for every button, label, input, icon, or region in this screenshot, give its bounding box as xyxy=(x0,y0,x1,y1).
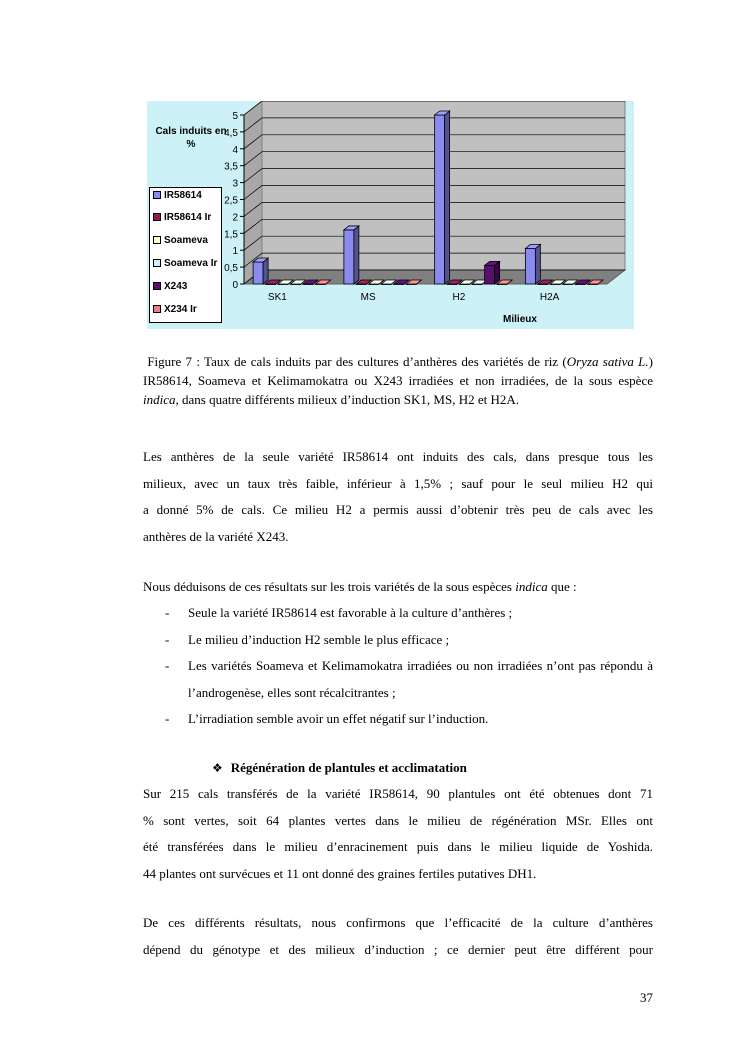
bar xyxy=(435,111,450,284)
page-number: 37 xyxy=(640,990,653,1005)
text-line: Les anthères de la seule variété IR58614 ont induits des cals, dans presque tous les xyxy=(143,449,653,464)
conclusions-list xyxy=(143,600,653,733)
y-tick-label: 4 xyxy=(232,144,238,156)
legend-swatch xyxy=(153,282,161,290)
x-tick-label: H2 xyxy=(452,292,466,303)
y-tick-label: 0 xyxy=(232,280,238,291)
legend-swatch xyxy=(153,259,161,267)
y-tick-label: 4,5 xyxy=(224,127,238,139)
x-tick-label: MS xyxy=(360,292,376,303)
list-item: - Le milieu d’induction H2 semble le plus efficace ; xyxy=(165,631,450,647)
chart-legend xyxy=(149,187,222,323)
bar xyxy=(344,226,359,284)
y-tick-label: 1 xyxy=(232,246,238,258)
legend-entry: X243 xyxy=(153,279,187,293)
y-axis-label: Cals induits en % xyxy=(155,126,227,150)
diamond-bullet-icon: ❖ xyxy=(212,761,223,775)
legend-swatch xyxy=(153,236,161,244)
species-name: Oryza sativa L. xyxy=(566,354,649,369)
legend-entry: IR58614 Ir xyxy=(153,210,211,224)
y-tick-label: 1,5 xyxy=(224,229,238,241)
text-line: Sur 215 cals transférés de la variété IR58614, 90 plantules ont été obtenues dont 71 xyxy=(143,786,653,801)
legend-swatch xyxy=(153,305,161,313)
text-line: % sont vertes, soit 64 plantes vertes dans le milieu de régénération MSr. Elles ont xyxy=(143,812,653,828)
y-tick-label: 0,5 xyxy=(224,263,238,275)
legend-entry: X234 Ir xyxy=(153,302,197,316)
figure-caption: Figure 7 : Taux de cals induits par des cultures d’anthères des variétés de riz (Oryza sativa L.) IR58614, Soameva et Kelimamokatra ou X243 irradiées et non irradiées, de la sous espèce indica, dans quatre différents milieux d’induction SK1, MS, H2 et H2A. xyxy=(143,354,653,407)
legend-entry: Soameva Ir xyxy=(153,256,217,270)
y-tick-label: 2,5 xyxy=(224,195,238,207)
y-tick-label: 3,5 xyxy=(224,161,238,173)
list-item: - Les variétés Soameva et Kelimamokatra irradiées ou non irradiées n’ont pas répondu à l’androgenèse, elles sont récalcitrantes ; xyxy=(165,658,653,700)
deduction-paragraph: Nous déduisons de ces résultats sur les trois variétés de la sous espèces indica que : xyxy=(143,579,577,594)
list-item: - L’irradiation semble avoir un effet négatif sur l’induction. xyxy=(165,711,489,726)
legend-swatch xyxy=(153,213,161,221)
legend-entry: IR58614 xyxy=(153,188,202,202)
x-axis-label: Milieux xyxy=(503,314,537,325)
legend-entry: Soameva xyxy=(153,233,208,247)
text-line: anthères de la variété X243. xyxy=(143,528,289,544)
y-tick-label: 3 xyxy=(232,178,238,190)
x-tick-label: SK1 xyxy=(267,292,287,303)
regeneration-paragraph xyxy=(143,781,653,887)
list-item: - Seule la variété IR58614 est favorable à la culture d’anthères ; xyxy=(165,605,513,620)
results-paragraph xyxy=(143,444,653,550)
text-line: a donné 5% de cals. Ce milieu H2 a permis aussi d’obtenir très peu de cals avec les xyxy=(143,502,653,517)
legend-swatch xyxy=(153,191,161,199)
text-line: milieux, avec un taux très faible, inférieur à 1,5% ; sauf pour le seul milieu H2 qui xyxy=(143,475,653,491)
y-tick-label: 2 xyxy=(232,212,238,224)
text-line: De ces différents résultats, nous confirmons que l’efficacité de la culture d’anthères xyxy=(143,915,653,930)
bar xyxy=(485,261,500,284)
text-line: 44 plantes ont survécues et 11 ont donné des graines fertiles putatives DH1. xyxy=(143,865,537,881)
subspecies-name: indica xyxy=(143,392,176,407)
y-tick-label: 5 xyxy=(232,111,238,122)
chart-panel xyxy=(147,101,634,329)
conclusion-paragraph xyxy=(143,910,653,963)
section-heading: ❖ Régénération de plantules et acclimatation xyxy=(212,760,467,775)
x-tick-label: H2A xyxy=(539,292,560,303)
text-line: dépend du génotype et des milieux d’induction ; ce dernier peut être différent pour xyxy=(143,941,653,957)
figure-label: Figure 7 : xyxy=(147,354,200,369)
text-line: été transférées dans le milieu d’enracinement puis dans le milieu liquide de Yoshida. xyxy=(143,839,653,854)
bar xyxy=(525,245,540,284)
bar xyxy=(253,258,268,284)
